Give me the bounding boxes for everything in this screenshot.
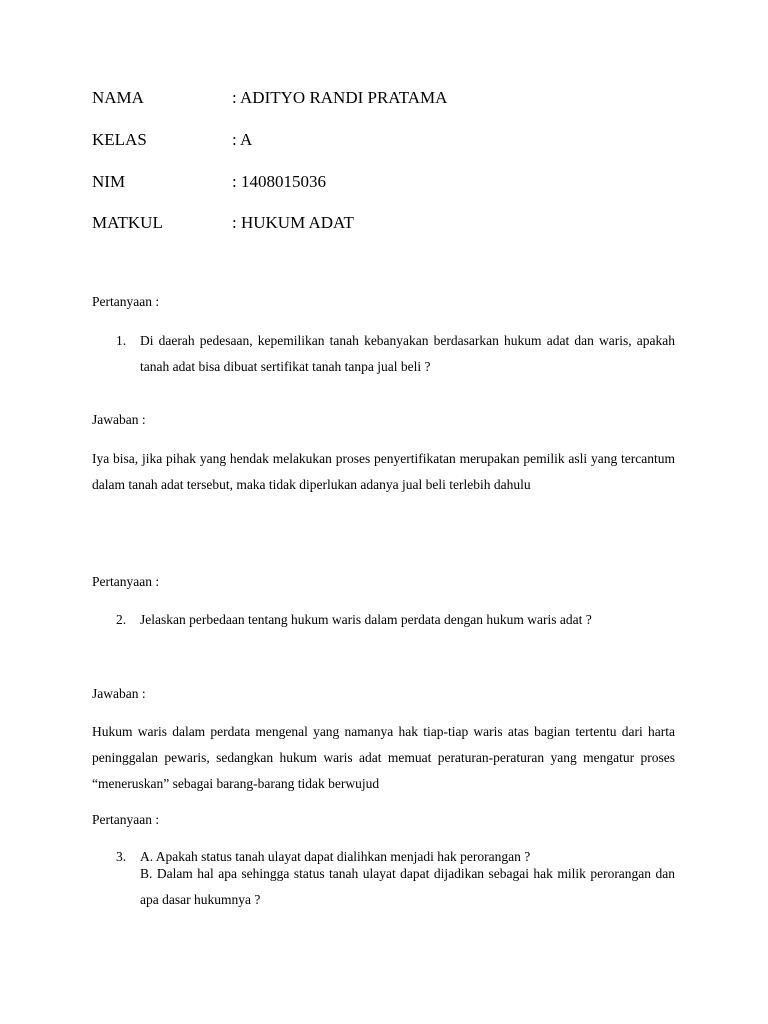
question-1-heading: Pertanyaan : — [92, 294, 160, 309]
header-value-nim: : 1408015036 — [232, 172, 326, 191]
answer-2-text: Hukum waris dalam perdata mengenal yang namanya hak tiap-tiap waris atas bagian tertentu dari harta peninggalan pewaris, sedangkan hukum waris adat memuat peraturan-peraturan yang mengatur proses “meneruskan” sebagai barang-barang tidak berwujud — [92, 724, 675, 791]
question-3-text-b: B. Dalam hal apa sehingga status tanah ulayat dapat dijadikan sebagai hak milik perorangan dan apa dasar hukumnya ? — [140, 866, 675, 907]
header-value-kelas: : A — [232, 130, 253, 149]
header-value-nama: : ADITYO RANDI PRATAMA — [232, 88, 448, 107]
header-label-nama: NAMA — [92, 88, 144, 107]
header-label-matkul: MATKUL — [92, 213, 163, 232]
question-2-heading: Pertanyaan : — [92, 574, 160, 589]
answer-2-heading: Jawaban : — [92, 686, 146, 701]
header-value-matkul: : HUKUM ADAT — [232, 213, 354, 232]
question-3-number: 3. — [116, 849, 127, 864]
header-label-kelas: KELAS — [92, 130, 147, 149]
question-1-text: Di daerah pedesaan, kepemilikan tanah kebanyakan berdasarkan hukum adat dan waris, apakah tanah adat bisa dibuat sertifikat tanah tanpa jual beli ? — [140, 333, 675, 374]
question-3-heading: Pertanyaan : — [92, 812, 160, 827]
question-2-number: 2. — [116, 612, 127, 627]
question-2-text: Jelaskan perbedaan tentang hukum waris dalam perdata dengan hukum waris adat ? — [140, 612, 592, 627]
answer-1-heading: Jawaban : — [92, 412, 146, 427]
question-3-text-a: A. Apakah status tanah ulayat dapat dialihkan menjadi hak perorangan ? — [140, 849, 531, 864]
answer-1-text: Iya bisa, jika pihak yang hendak melakukan proses penyertifikatan merupakan pemilik asli yang tercantum dalam tanah adat tersebut, maka tidak diperlukan adanya jual beli terlebih dahulu — [92, 451, 675, 492]
question-1-number: 1. — [116, 333, 127, 348]
header-label-nim: NIM — [92, 172, 126, 191]
